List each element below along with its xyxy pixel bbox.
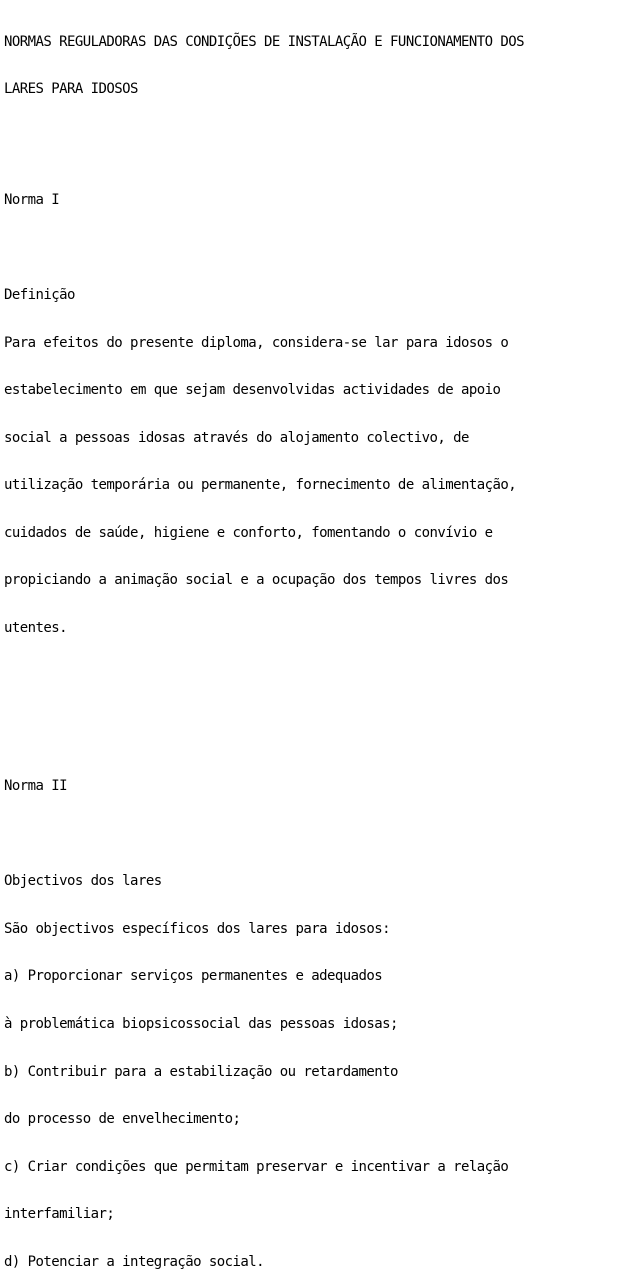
- norma-2-subheading: Objectivos dos lares: [4, 873, 162, 890]
- norma-1-heading: Norma I: [4, 192, 60, 209]
- blank-line: [4, 668, 632, 684]
- document-title-line: NORMAS REGULADORAS DAS CONDIÇÕES DE INSTALAÇÃO E FUNCIONAMENTO DOS: [4, 33, 524, 50]
- norma-1-body-line: social a pessoas idosas através do alojamento colectivo, de: [4, 429, 469, 446]
- norma-1-body-line: utentes.: [4, 619, 68, 636]
- norma-2-body-line: c) Criar condições que permitam preservar e incentivar a relação: [4, 1158, 509, 1175]
- norma-1-body-line: estabelecimento em que sejam desenvolvidas actividades de apoio: [4, 382, 501, 399]
- blank-line: [4, 716, 632, 732]
- norma-2-body-line: do processo de envelhecimento;: [4, 1111, 241, 1128]
- norma-1-body-line: Para efeitos do presente diploma, considera-se lar para idosos o: [4, 334, 509, 351]
- blank-line: [4, 827, 632, 843]
- document-body: [4, 3, 632, 1286]
- blank-line: [4, 241, 632, 257]
- norma-1-body-line: cuidados de saúde, higiene e conforto, fomentando o convívio e: [4, 524, 493, 541]
- norma-1-body-line: utilização temporária ou permanente, fornecimento de alimentação,: [4, 477, 517, 494]
- norma-2-body-line: a) Proporcionar serviços permanentes e adequados: [4, 968, 383, 985]
- norma-2-heading: Norma II: [4, 778, 68, 795]
- norma-2-body-line: à problemática biopsicossocial das pessoas idosas;: [4, 1016, 398, 1032]
- norma-2-body-line: b) Contribuir para a estabilização ou retardamento: [4, 1063, 398, 1080]
- norma-1-body-line: propiciando a animação social e a ocupação dos tempos livres dos: [4, 572, 509, 589]
- norma-2-body-line: d) Potenciar a integração social.: [4, 1253, 264, 1270]
- document-title-line: LARES PARA IDOSOS: [4, 81, 138, 98]
- norma-1-subheading: Definição: [4, 287, 75, 304]
- norma-2-body-line: interfamiliar;: [4, 1206, 115, 1223]
- norma-2-body-line: São objectivos específicos dos lares para idosos:: [4, 920, 391, 937]
- blank-line: [4, 130, 632, 146]
